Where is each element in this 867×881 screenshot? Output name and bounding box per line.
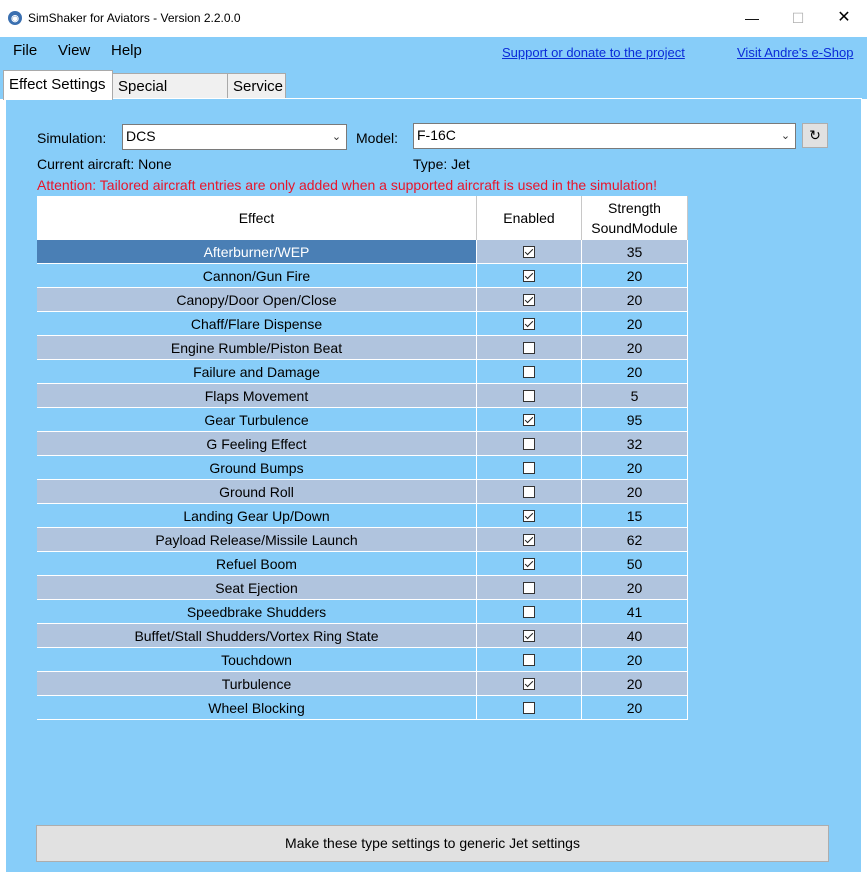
- strength-cell[interactable]: 35: [582, 240, 688, 264]
- strength-cell[interactable]: 50: [582, 552, 688, 576]
- enabled-cell: [477, 408, 582, 432]
- strength-cell[interactable]: 20: [582, 480, 688, 504]
- maximize-button[interactable]: ☐: [791, 10, 805, 26]
- title-bar: [0, 0, 867, 37]
- strength-cell[interactable]: 20: [582, 288, 688, 312]
- effect-cell[interactable]: Speedbrake Shudders: [37, 600, 477, 624]
- enabled-checkbox[interactable]: [523, 318, 535, 330]
- effect-cell[interactable]: Refuel Boom: [37, 552, 477, 576]
- enabled-cell: [477, 432, 582, 456]
- tab-special-options[interactable]: Special: [112, 73, 228, 99]
- enabled-checkbox[interactable]: [523, 390, 535, 402]
- tab-service[interactable]: Service: [227, 73, 286, 99]
- effect-cell[interactable]: Ground Roll: [37, 480, 477, 504]
- aircraft-type: Type: Jet: [413, 156, 470, 172]
- effect-cell[interactable]: Buffet/Stall Shudders/Vortex Ring State: [37, 624, 477, 648]
- enabled-checkbox[interactable]: [523, 582, 535, 594]
- chevron-down-icon: ⌄: [780, 130, 791, 142]
- enabled-checkbox[interactable]: [523, 246, 535, 258]
- strength-cell[interactable]: 20: [582, 696, 688, 720]
- enabled-checkbox[interactable]: [523, 294, 535, 306]
- enabled-cell: [477, 312, 582, 336]
- window-bottom-border: [0, 873, 867, 881]
- enabled-cell: [477, 624, 582, 648]
- enabled-checkbox[interactable]: [523, 606, 535, 618]
- enabled-cell: [477, 600, 582, 624]
- window-title: SimShaker for Aviators - Version 2.2.0.0: [28, 11, 241, 25]
- effect-cell[interactable]: Failure and Damage: [37, 360, 477, 384]
- effect-cell[interactable]: Canopy/Door Open/Close: [37, 288, 477, 312]
- enabled-cell: [477, 528, 582, 552]
- enabled-checkbox[interactable]: [523, 654, 535, 666]
- table-row[interactable]: [37, 600, 688, 624]
- menu-help[interactable]: Help: [111, 42, 142, 59]
- enabled-cell: [477, 336, 582, 360]
- strength-cell[interactable]: 32: [582, 432, 688, 456]
- model-value: F-16C: [417, 127, 456, 143]
- table-row[interactable]: [37, 648, 688, 672]
- effect-cell[interactable]: Engine Rumble/Piston Beat: [37, 336, 477, 360]
- enabled-cell: [477, 360, 582, 384]
- chevron-down-icon: ⌄: [331, 131, 342, 143]
- simulation-select[interactable]: [122, 124, 347, 150]
- table-row[interactable]: [37, 408, 688, 432]
- table-row[interactable]: [37, 528, 688, 552]
- enabled-cell: [477, 480, 582, 504]
- header-effect[interactable]: Effect: [37, 196, 477, 240]
- table-row[interactable]: [37, 360, 688, 384]
- enabled-cell: [477, 264, 582, 288]
- close-button[interactable]: ✕: [837, 9, 851, 26]
- effect-cell[interactable]: Chaff/Flare Dispense: [37, 312, 477, 336]
- enabled-cell: [477, 240, 582, 264]
- enabled-cell: [477, 384, 582, 408]
- eshop-link[interactable]: Visit Andre's e-Shop: [737, 45, 854, 60]
- header-strength-line2: SoundModule: [591, 220, 678, 236]
- strength-cell[interactable]: 95: [582, 408, 688, 432]
- strength-cell[interactable]: 20: [582, 672, 688, 696]
- effect-settings-panel: [5, 98, 862, 873]
- enabled-checkbox[interactable]: [523, 438, 535, 450]
- effect-cell[interactable]: Afterburner/WEP: [37, 240, 477, 264]
- table-row[interactable]: [37, 480, 688, 504]
- support-link[interactable]: Support or donate to the project: [502, 45, 685, 60]
- strength-cell[interactable]: 15: [582, 504, 688, 528]
- effects-table: [37, 196, 688, 720]
- table-row[interactable]: [37, 456, 688, 480]
- table-row[interactable]: [37, 336, 688, 360]
- generic-settings-button[interactable]: Make these type settings to generic Jet settings: [36, 825, 829, 862]
- enabled-cell: [477, 552, 582, 576]
- refresh-icon: ↻: [809, 127, 821, 143]
- menu-view[interactable]: View: [58, 42, 91, 59]
- table-row[interactable]: [37, 432, 688, 456]
- table-row[interactable]: [37, 576, 688, 600]
- simulation-value: DCS: [126, 128, 156, 144]
- effect-cell[interactable]: Wheel Blocking: [37, 696, 477, 720]
- enabled-checkbox[interactable]: [523, 270, 535, 282]
- app-icon: ◉: [8, 11, 22, 25]
- enabled-checkbox[interactable]: [523, 486, 535, 498]
- enabled-checkbox[interactable]: [523, 630, 535, 642]
- table-row[interactable]: [37, 696, 688, 720]
- effect-cell[interactable]: Gear Turbulence: [37, 408, 477, 432]
- effect-cell[interactable]: Seat Ejection: [37, 576, 477, 600]
- menu-bar: [0, 37, 867, 67]
- strength-cell[interactable]: 62: [582, 528, 688, 552]
- enabled-checkbox[interactable]: [523, 678, 535, 690]
- header-enabled[interactable]: Enabled: [477, 196, 582, 240]
- model-select[interactable]: [413, 123, 796, 149]
- current-aircraft: Current aircraft: None: [37, 156, 172, 172]
- table-row[interactable]: [37, 672, 688, 696]
- table-header: [37, 196, 688, 240]
- effect-cell[interactable]: Flaps Movement: [37, 384, 477, 408]
- simulation-label: Simulation:: [37, 130, 107, 146]
- table-row[interactable]: [37, 624, 688, 648]
- strength-cell[interactable]: 40: [582, 624, 688, 648]
- enabled-checkbox[interactable]: [523, 414, 535, 426]
- table-row[interactable]: [37, 264, 688, 288]
- tab-effect-settings[interactable]: Effect Settings: [3, 70, 113, 100]
- enabled-cell: [477, 696, 582, 720]
- enabled-checkbox[interactable]: [523, 510, 535, 522]
- strength-cell[interactable]: 5: [582, 384, 688, 408]
- effect-cell[interactable]: Landing Gear Up/Down: [37, 504, 477, 528]
- strength-cell[interactable]: 20: [582, 312, 688, 336]
- minimize-button[interactable]: —: [745, 10, 759, 26]
- enabled-checkbox[interactable]: [523, 558, 535, 570]
- enabled-cell: [477, 672, 582, 696]
- table-row[interactable]: [37, 384, 688, 408]
- effect-cell[interactable]: Touchdown: [37, 648, 477, 672]
- effect-cell[interactable]: Cannon/Gun Fire: [37, 264, 477, 288]
- strength-cell[interactable]: 20: [582, 456, 688, 480]
- refresh-button[interactable]: [802, 123, 828, 148]
- table-row[interactable]: [37, 504, 688, 528]
- table-row[interactable]: [37, 552, 688, 576]
- model-label: Model:: [356, 130, 399, 146]
- enabled-checkbox[interactable]: [523, 702, 535, 714]
- header-strength-line1: Strength: [608, 200, 661, 216]
- enabled-checkbox[interactable]: [523, 342, 535, 354]
- table-row[interactable]: [37, 312, 688, 336]
- enabled-checkbox[interactable]: [523, 462, 535, 474]
- strength-cell[interactable]: 20: [582, 576, 688, 600]
- effect-cell[interactable]: Payload Release/Missile Launch: [37, 528, 477, 552]
- header-strength[interactable]: [582, 196, 688, 240]
- table-row[interactable]: [37, 288, 688, 312]
- enabled-cell: [477, 576, 582, 600]
- enabled-cell: [477, 456, 582, 480]
- effect-cell[interactable]: G Feeling Effect: [37, 432, 477, 456]
- enabled-checkbox[interactable]: [523, 366, 535, 378]
- effect-cell[interactable]: Turbulence: [37, 672, 477, 696]
- enabled-cell: [477, 288, 582, 312]
- strength-cell[interactable]: 20: [582, 360, 688, 384]
- enabled-cell: [477, 504, 582, 528]
- strength-cell[interactable]: 20: [582, 264, 688, 288]
- tab-strip: [0, 67, 867, 99]
- enabled-cell: [477, 648, 582, 672]
- attention-message: Attention: Tailored aircraft entries are only added when a supported aircraft is used in the simulation!: [37, 177, 657, 193]
- enabled-checkbox[interactable]: [523, 534, 535, 546]
- strength-cell[interactable]: 41: [582, 600, 688, 624]
- effect-cell[interactable]: Ground Bumps: [37, 456, 477, 480]
- table-row[interactable]: [37, 240, 688, 264]
- menu-file[interactable]: File: [13, 42, 38, 59]
- strength-cell[interactable]: 20: [582, 336, 688, 360]
- strength-cell[interactable]: 20: [582, 648, 688, 672]
